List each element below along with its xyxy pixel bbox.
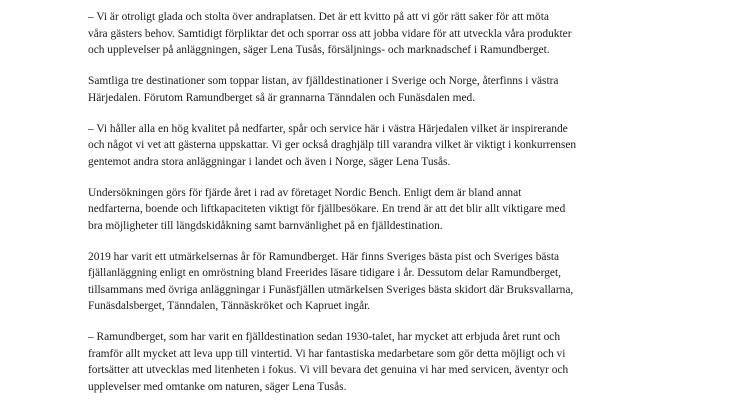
paragraph-line: – Vi håller alla en hög kvalitet på nedfarter, spår och service här i västra Härjedalen vilket är inspirerande [88,122,568,135]
paragraph-line: 2019 har varit ett utmärkelsernas år för Ramundberget. Här finns Sveriges bästa pist och Sveriges bästa [88,250,560,263]
paragraph-line: nedfarterna, boende och liftkapaciteten viktigt för fjällbesökare. En trend är att det blir allt viktigare med [88,203,566,215]
paragraph-line: tillsammans med övriga anläggningar i Funäsfjällen utmärkelsen Sveriges bästa skidort där Bruksvallarna, [88,283,574,296]
paragraph-line: fortsätter att utvecklas med litenheten i fokus. Vi vill bevara det genuina vi har med servicen, äventyr och [88,364,569,376]
paragraph-line: gentemot andra stora anläggningar i landet och även i Norge, säger Lena Tusås. [88,155,451,168]
paragraph-line: våra gästers behov. Samtidigt förpliktar det och sporrar oss att jobba vidare för att utveckla våra produkter [88,27,572,40]
paragraph-line: – Ramundberget, som har varit en fjälldestination sedan 1930-talet, har mycket att erbjuda året runt och [88,331,561,343]
paragraph-3 [88,121,688,171]
paragraph-2 [88,73,688,106]
paragraph-line: bra möjligheter till längdskidåkning samt barnvänlighet på en fjälldestination. [88,219,443,232]
paragraph-line: och något vi vet att gästerna uppskattar. Vi ger också draghjälp till varandra vilket är viktigt i konkurrensen [88,139,577,151]
paragraph-line: och upplevelser på anläggningen, säger Lena Tusås, försäljnings- och marknadschef i Ramundberget. [88,44,550,56]
paragraph-4 [88,185,688,235]
document-body [88,9,688,410]
paragraph-line: – Vi är otroligt glada och stolta över andraplatsen. Det är ett kvitto på att vi gör rätt saker för att möta [88,11,549,23]
paragraph-line: fjällanläggning enligt en omröstning bland Freerides läsare tidigare i år. Dessutom delar Ramundberget, [88,267,562,279]
paragraph-6 [88,329,688,395]
paragraph-line: framför allt mycket att leva upp till vintertid. Vi har fantastiska medarbetare som gör detta möjligt och vi [88,347,566,360]
paragraph-line: Samtliga tre destinationer som toppar listan, av fjälldestinationer i Sverige och Norge, återfinns i västra [88,75,559,87]
paragraph-line: upplevelser med omtanke om naturen, säger Lena Tusås. [88,380,347,393]
paragraph-line: Undersökningen görs för fjärde året i rad av företaget Nordic Bench. Enligt dem är bland annat [88,186,522,199]
paragraph-line: Funäsdalsberget, Tänndalen, Tännäskröket och Kapruet ingår. [88,300,371,312]
paragraph-line: Härjedalen. Förutom Ramundberget så är grannarna Tänndalen och Funäsdalen med. [88,91,476,104]
paragraph-5 [88,249,688,315]
paragraph-1 [88,9,688,59]
